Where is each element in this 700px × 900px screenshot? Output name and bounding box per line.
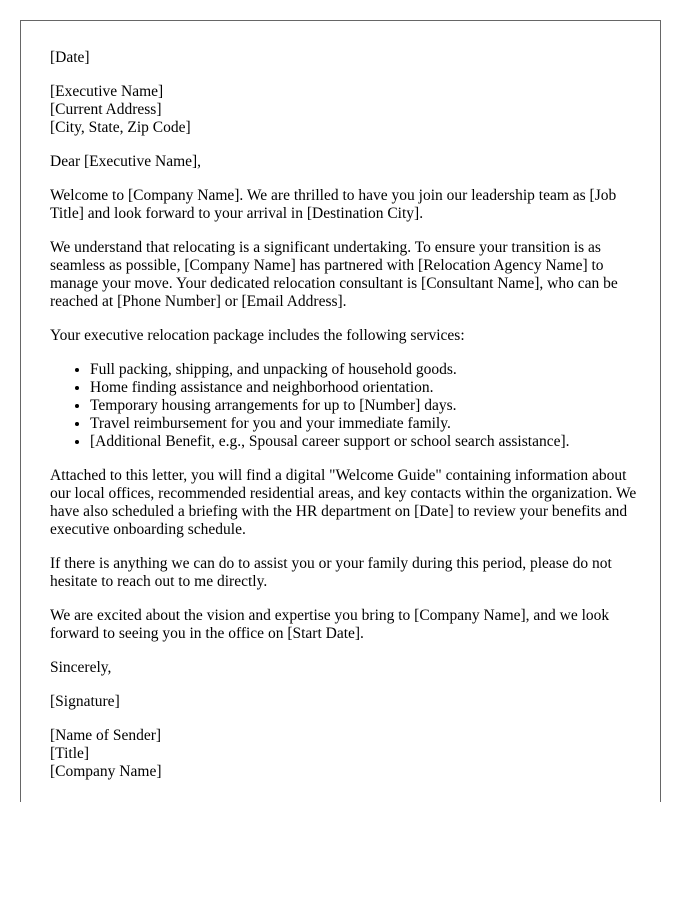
list-item: • Travel reimbursement for you and your immediate family. [90,415,640,433]
letter-body [50,49,640,797]
sender-block [50,727,640,781]
list-item: • [Additional Benefit, e.g., Spousal career support or school search assistance]. [90,433,640,451]
paragraph-attachment: Attached to this letter, you will find a digital "Welcome Guide" containing information about our local offices, recommended residential areas, and key contacts within the organization. We have also scheduled a briefing with the HR department on [Date] to review your benefits and executive onboarding schedule. [50,467,637,538]
sender-name: [Name of Sender] [50,727,162,744]
list-item: • Home finding assistance and neighborhood orientation. [90,379,640,397]
sender-title: [Title] [50,745,90,762]
recipient-city-state-zip: [City, State, Zip Code] [50,119,191,136]
recipient-address-block [50,83,640,137]
signoff: Sincerely, [50,659,112,676]
paragraph-assistance: If there is anything we can do to assist you or your family during this period, please do not hesitate to reach out to me directly. [50,555,612,590]
recipient-name: [Executive Name] [50,83,164,100]
letter-date: [Date] [50,49,90,66]
paragraph-package-intro: Your executive relocation package includes the following services: [50,327,465,344]
paragraph-relocation: We understand that relocating is a significant undertaking. To ensure your transition is as seamless as possible, [Company Name] has partnered with [Relocation Agency Name] to manage your move. Your dedicated relocation consultant is [Consultant Name], who can be reached at [Phone Number] or [Email Address]. [50,239,618,310]
paragraph-welcome: Welcome to [Company Name]. We are thrilled to have you join our leadership team as [Job Title] and look forward to your arrival in [Destination City]. [50,187,617,222]
list-item: • Temporary housing arrangements for up to [Number] days. [90,397,640,415]
salutation: Dear [Executive Name], [50,153,202,170]
recipient-address: [Current Address] [50,101,162,118]
sender-company: [Company Name] [50,763,162,780]
list-item: • Full packing, shipping, and unpacking of household goods. [90,361,640,379]
services-list [50,361,640,451]
signature-placeholder: [Signature] [50,693,120,710]
letter-frame [20,20,661,802]
paragraph-closing: We are excited about the vision and expertise you bring to [Company Name], and we look forward to seeing you in the office on [Start Date]. [50,607,610,642]
